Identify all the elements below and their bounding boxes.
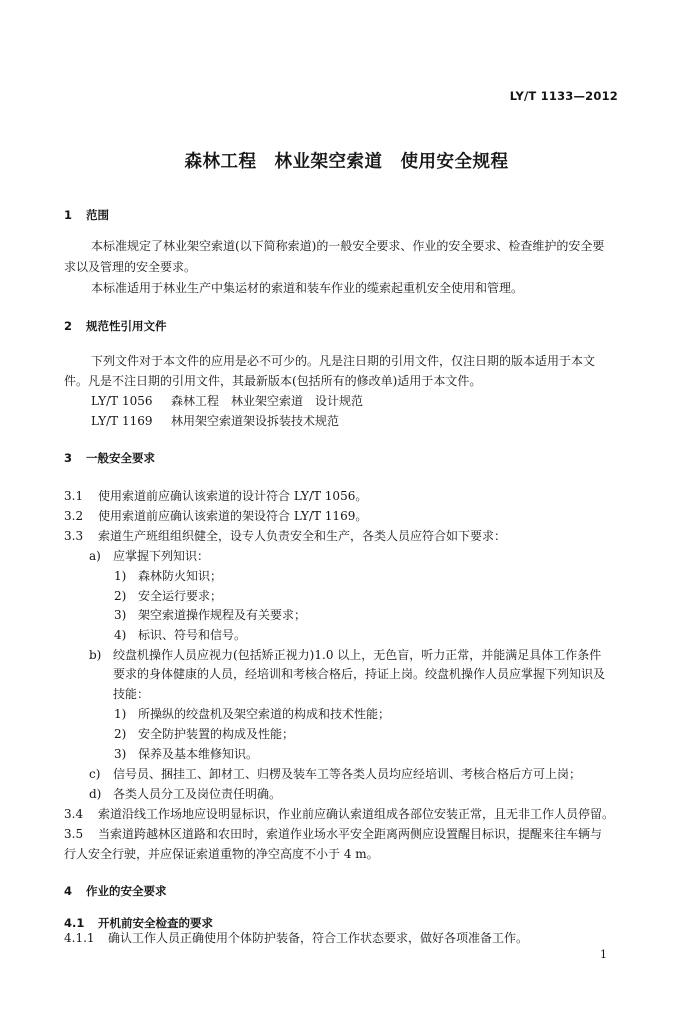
sub-list-number: 3) [114,747,127,761]
reference-title: 林用架空索道架设拆装技术规范 [171,414,340,428]
clause-4-1-heading [64,915,213,931]
clause-number: 3.5 [64,827,84,841]
list-text: 信号员、捆挂工、卸材工、归楞及装车工等各类人员均应经培训、考核合格后方可上岗； [113,767,582,781]
sub-list-number: 1) [114,707,127,721]
clause-3-2 [64,508,367,524]
list-label: a) [89,549,101,563]
list-label: d) [89,787,102,801]
clause-text: 索道沿线工作场地应设明显标识，作业前应确认索道组成各部位安装正常，且无非工作人员停留。 [98,807,615,821]
reference-item [91,413,339,429]
section-title: 范围 [86,208,109,222]
page-title: 森林工程 林业架空索道 使用安全规程 [184,152,509,172]
clause-text: 索道生产班组组织健全，设专人负责安全和生产，各类人员应符合如下要求： [98,529,507,543]
clause-text: 使用索道前应确认该索道的架设符合 LY/T 1169。 [98,509,368,523]
paragraph-line: 本标准规定了林业架空索道(以下简称索道)的一般安全要求、作业的安全要求、检查维护的安全要 [91,239,605,253]
section-title: 规范性引用文件 [86,319,167,333]
sub-list-text: 所操纵的绞盘机及架空索道的构成和技术性能； [138,707,391,721]
clause-number: 3.2 [64,509,84,523]
clause-text: 当索道跨越林区道路和农田时，索道作业场水平安全距离两侧应设置醒目标识，提醒来往车辆与 [98,827,603,841]
sub-list-item [114,746,258,762]
reference-title: 森林工程 林业架空索道 设计规范 [171,394,364,408]
list-item-d [89,786,281,802]
section-1-heading [64,207,109,223]
clause-title: 开机前安全检查的要求 [98,916,213,930]
clause-number: 4.1 [64,916,85,930]
section-number: 3 [64,451,73,465]
sub-list-item [114,726,294,742]
section-4-heading [64,883,167,899]
sub-list-number: 1) [114,569,127,583]
paragraph-line: 求以及管理的安全要求。 [64,260,197,274]
list-text: 绞盘机操作人员应视力(包括矫正视力)1.0 以上，无色盲，听力正常，并能满足具体工作条件 [113,648,602,662]
standard-code: LY/T 1133—2012 [509,89,618,103]
sub-list-number: 4) [114,628,127,642]
section-3-heading [64,450,155,466]
sub-list-item [114,627,246,643]
paragraph-line: 本标准适用于林业生产中集运材的索道和装车作业的缆索起重机安全使用和管理。 [91,281,524,295]
clause-number: 3.1 [64,489,84,503]
list-label: c) [89,767,101,781]
clause-3-4 [64,806,614,822]
sub-list-text: 安全防护装置的构成及性能； [138,727,295,741]
sub-list-text: 架空索道操作规程及有关要求； [138,608,307,622]
reference-code: LY/T 1169 [91,414,153,428]
sub-list-number: 2) [114,589,127,603]
sub-list-item [114,706,390,722]
list-item-c [89,766,581,782]
list-text: 各类人员分工及岗位责任明确。 [113,787,282,801]
section-2-heading [64,318,167,334]
section-number: 4 [64,884,73,898]
sub-list-text: 标识、符号和信号。 [138,628,247,642]
clause-text: 确认工作人员正确使用个体防护装备，符合工作状态要求，做好各项准备工作。 [108,931,529,945]
sub-list-text: 森林防火知识； [138,569,223,583]
list-text-continuation: 技能： [113,687,150,701]
clause-text: 使用索道前应确认该索道的设计符合 LY/T 1056。 [98,489,368,503]
paragraph-line: 下列文件对于本文件的应用是必不可少的。凡是注日期的引用文件，仅注日期的版本适用于本文 [91,354,596,368]
sub-list-text: 安全运行要求； [138,589,223,603]
section-number: 2 [64,319,73,333]
list-text-continuation: 要求的身体健康的人员，经培训和考核合格后，持证上岗。绞盘机操作人员应掌握下列知识及 [113,667,606,681]
list-item-a [89,548,209,564]
list-text: 应掌握下列知识： [113,549,210,563]
sub-list-item [114,607,306,623]
clause-number: 4.1.1 [64,931,95,945]
sub-list-item [114,568,222,584]
section-number: 1 [64,208,73,222]
list-item-b [89,647,601,663]
clause-text-continuation: 行人安全行驶，并应保证索道重物的净空高度不小于 4 m。 [64,847,379,861]
sub-list-item [114,588,222,604]
reference-item [91,393,363,409]
reference-code: LY/T 1056 [91,394,153,408]
clause-4-1-1 [64,930,528,946]
sub-list-text: 保养及基本维修知识。 [138,747,259,761]
clause-3-5 [64,826,602,842]
section-title: 一般安全要求 [86,451,155,465]
sub-list-number: 2) [114,727,127,741]
clause-3-1 [64,488,367,504]
clause-3-3 [64,528,506,544]
section-title: 作业的安全要求 [86,884,167,898]
paragraph-line: 件。凡是不注日期的引用文件，其最新版本(包括所有的修改单)适用于本文件。 [64,374,482,388]
page-number: 1 [600,948,607,961]
list-label: b) [89,648,102,662]
sub-list-number: 3) [114,608,127,622]
clause-number: 3.4 [64,807,84,821]
clause-number: 3.3 [64,529,84,543]
